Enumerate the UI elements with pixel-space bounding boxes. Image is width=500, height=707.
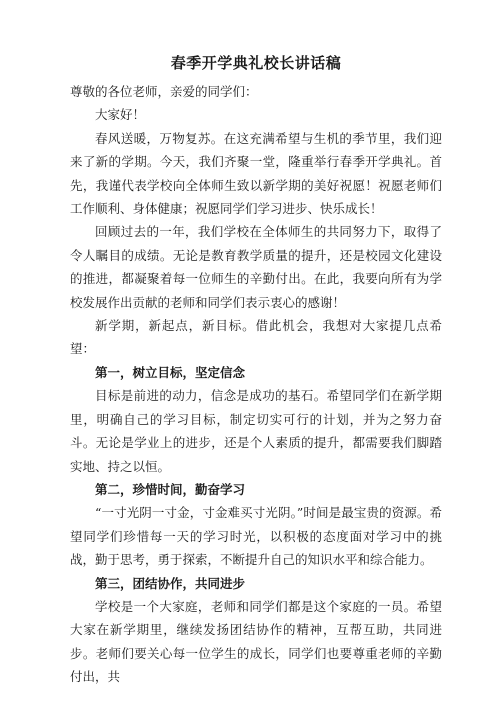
document-title: 春季开学典礼校长讲话稿	[170, 54, 342, 72]
greeting: 大家好！	[95, 107, 146, 123]
paragraph-opening: 春风送暖，万物复苏。在这充满希望与生机的季节里，我们迎来了新的学期。今天，我们齐聚一堂，隆重举行春季开学典礼。首先，我谨代表学校向全体师生致以新学期的美好祝愿！祝愿老师们工作顺利、身体健康；祝愿同学们学习进步、快乐成长！	[70, 130, 442, 217]
heading-time: 第二，珍惜时间，勤奋学习	[95, 481, 246, 497]
paragraph-hopes-intro: 新学期，新起点，新目标。借此机会，我想对大家提几点希望：	[70, 318, 442, 357]
paragraph-goals: 目标是前进的动力，信念是成功的基石。希望同学们在新学期里，明确自己的学习目标，制定切实可行的计划，并为之努力奋斗。无论是学业上的进步，还是个人素质的提升，都需要我们脚踏实地、持之以恒。	[70, 388, 442, 474]
salutation: 尊敬的各位老师，亲爱的同学们：	[70, 84, 258, 99]
paragraph-review: 回顾过去的一年，我们学校在全体师生的共同努力下，取得了令人瞩目的成绩。无论是教育教学质量的提升，还是校园文化建设的推进，都凝聚着每一位师生的辛勤付出。在此，我要向所有为学校发展作出贡献的老师和同学们表示衷心的感谢！	[70, 224, 442, 310]
paragraph-teamwork: 学校是一个大家庭，老师和同学们都是这个家庭的一员。希望大家在新学期里，继续发扬团结协作的精神，互帮互助，共同进步。老师们要关心每一位学生的成长，同学们也要尊重老师的辛勤付出，共	[70, 598, 442, 685]
heading-teamwork: 第三，团结协作，共同进步	[95, 575, 246, 591]
heading-goals: 第一，树立目标，坚定信念	[95, 364, 246, 380]
document-page	[70, 52, 442, 689]
paragraph-time: “一寸光阴一寸金，寸金难买寸光阴。”时间是最宝贵的资源。希望同学们珍惜每一天的学习时光，以积极的态度面对学习中的挑战，勤于思考，勇于探索，不断提升自己的知识水平和综合能力。	[70, 505, 442, 568]
